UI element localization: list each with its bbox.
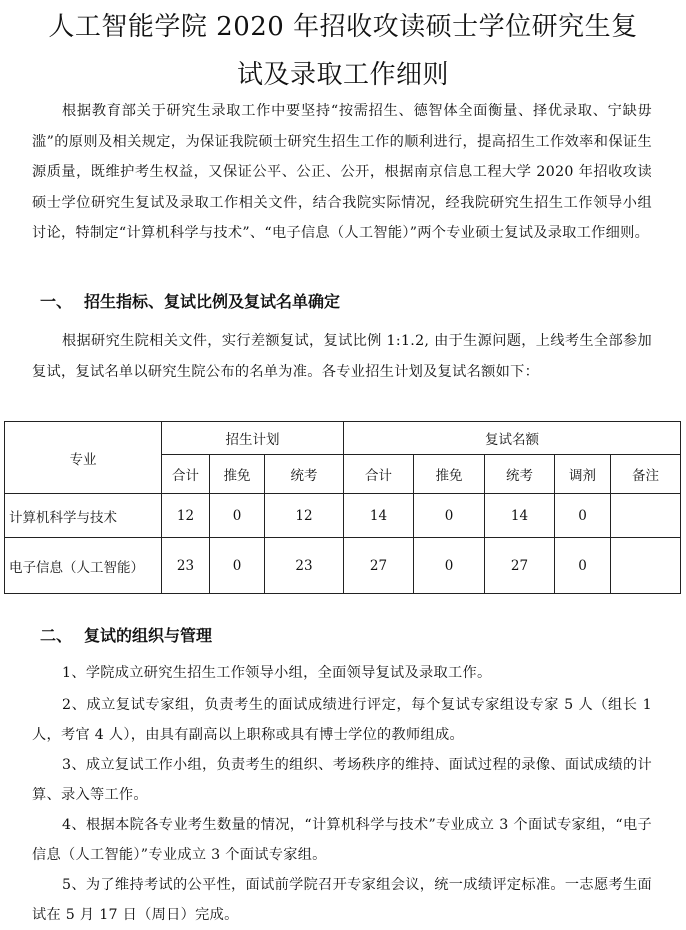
table-cell: 0 (210, 494, 265, 538)
section-2-number: 二、 (40, 626, 73, 645)
table-header-row (5, 422, 681, 455)
section-1-heading (40, 291, 340, 313)
retest-header: 复试名额 (344, 422, 681, 455)
list-item: 2、成立复试专家组，负责考生的面试成绩进行评定，每个复试专家组设专家 5 人（组长 1 人，考官 4 人），由具有副高以上职称或具有博士学位的教师组成。 (32, 697, 652, 743)
table-cell: 27 (485, 538, 555, 594)
table-row (5, 494, 681, 538)
section-1-title: 招生指标、复试比例及复试名单确定 (84, 292, 341, 311)
table-cell: 0 (555, 494, 611, 538)
quota-table (4, 421, 681, 594)
major-cell: 计算机科学与技术 (5, 494, 162, 538)
table-cell: 12 (162, 494, 210, 538)
section-2-heading (40, 625, 212, 647)
section-1-paragraph: 根据研究生院相关文件，实行差额复试，复试比例 1:1.2, 由于生源问题，上线考生全部参加复试，复试名单以研究生院公布的名单为准。各专业招生计划及复试名额如下： (32, 333, 652, 380)
table-cell: 0 (414, 538, 485, 594)
table-cell: 23 (162, 538, 210, 594)
table-cell: 0 (414, 494, 485, 538)
subheader-retest-total: 合计 (344, 455, 414, 494)
section-1-number: 一、 (40, 292, 73, 311)
table-cell: 14 (485, 494, 555, 538)
subheader-plan-recommended: 推免 (210, 455, 265, 494)
document-title-line-2: 试及录取工作细则 (236, 60, 449, 90)
list-item: 1、学院成立研究生招生工作领导小组，全面领导复试及录取工作。 (62, 665, 492, 681)
subheader-remarks: 备注 (611, 455, 681, 494)
subheader-retest-unified: 统考 (485, 455, 555, 494)
intro-paragraph: 根据教育部关于研究生录取工作中要坚持“按需招生、德智体全面衡量、择优录取、宁缺毋滥”的原则及相关规定，为保证我院硕士研究生招生工作的顺利进行，提高招生工作效率和保证生源质量，既维护考生权益，又保证公平、公正、公开，根据南京信息工程大学 2020 年招收攻读硕士学位研究生复试及录取工作相关文件，结合我院实际情况，经我院研究生招生工作领导小组讨论，特制定“计算机科学与技术”、“电子信息（人工智能）”两个专业硕士复试及录取工作细则。 (32, 103, 652, 241)
table-cell: 0 (555, 538, 611, 594)
table-cell: 14 (344, 494, 414, 538)
section-2-title: 复试的组织与管理 (84, 626, 213, 645)
table-row (5, 538, 681, 594)
subheader-retest-transfer: 调剂 (555, 455, 611, 494)
remarks-cell (611, 494, 681, 538)
major-header: 专业 (5, 422, 162, 494)
major-cell: 电子信息（人工智能） (5, 538, 162, 594)
table-cell: 27 (344, 538, 414, 594)
list-item: 5、为了维持考试的公平性，面试前学院召开专家组会议，统一成绩评定标准。一志愿考生面试在 5 月 17 日（周日）完成。 (32, 877, 652, 923)
list-item: 3、成立复试工作小组，负责考生的组织、考场秩序的维持、面试过程的录像、面试成绩的计算、录入等工作。 (32, 757, 652, 803)
table-cell: 0 (210, 538, 265, 594)
table-cell: 23 (265, 538, 344, 594)
subheader-plan-total: 合计 (162, 455, 210, 494)
subheader-plan-unified: 统考 (265, 455, 344, 494)
list-item: 4、根据本院各专业考生数量的情况，“计算机科学与技术”专业成立 3 个面试专家组，“电子信息（人工智能）”专业成立 3 个面试专家组。 (32, 817, 652, 863)
plan-header: 招生计划 (162, 422, 344, 455)
subheader-retest-recommended: 推免 (414, 455, 485, 494)
document-title-line-1: 人工智能学院 2020 年招收攻读硕士学位研究生复 (48, 12, 638, 42)
remarks-cell (611, 538, 681, 594)
table-cell: 12 (265, 494, 344, 538)
